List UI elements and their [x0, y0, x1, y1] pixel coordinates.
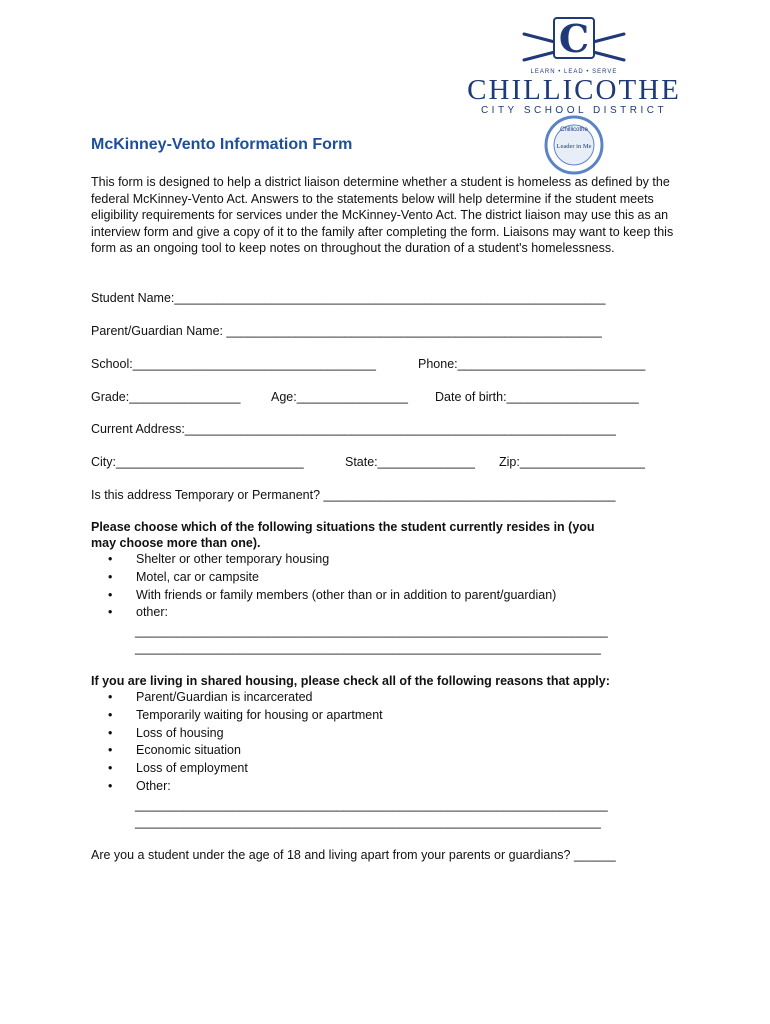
list-item[interactable]: • other:	[108, 604, 556, 622]
list-item[interactable]: • Other:	[108, 778, 383, 796]
list-item[interactable]: • Temporarily waiting for housing or apartment	[108, 707, 383, 725]
parent-name-field[interactable]: Parent/Guardian Name: ______________________________________________________	[91, 324, 602, 338]
zip-field[interactable]: Zip:__________________	[499, 455, 645, 469]
temp-perm-field[interactable]: Is this address Temporary or Permanent? __________________________________________	[91, 488, 616, 502]
list-item[interactable]: • With friends or family members (other than or in addition to parent/guardian)	[108, 587, 556, 605]
shared-housing-heading: If you are living in shared housing, please check all of the following reasons that apply:	[91, 674, 610, 688]
situations-other-line-1[interactable]: ____________________________________________________________________	[135, 624, 608, 638]
dob-field[interactable]: Date of birth:___________________	[435, 390, 639, 404]
logo-letter: C	[558, 16, 590, 61]
shared-other-line-1[interactable]: ____________________________________________________________________	[135, 798, 608, 812]
shared-other-line-2[interactable]: ___________________________________________________________________	[135, 815, 601, 829]
final-question-field[interactable]: Are you a student under the age of 18 and living apart from your parents or guardians? ______	[91, 848, 616, 862]
logo-subtitle: CITY SCHOOL DISTRICT	[480, 105, 668, 116]
leader-in-me-seal	[544, 115, 604, 175]
shared-housing-list	[108, 689, 383, 796]
current-address-field[interactable]: Current Address:______________________________________________________________	[91, 422, 616, 436]
logo-motto: LEARN • LEAD • SERVE	[530, 69, 618, 75]
list-item[interactable]: • Shelter or other temporary housing	[108, 551, 556, 569]
situations-other-line-2[interactable]: ___________________________________________________________________	[135, 641, 601, 655]
list-item[interactable]: • Loss of employment	[108, 760, 383, 778]
situations-list	[108, 551, 556, 622]
school-field[interactable]: School:___________________________________	[91, 357, 377, 371]
situations-heading-line1: Please choose which of the following situations the student currently resides in (you	[91, 520, 595, 534]
intro-paragraph: This form is designed to help a district liaison determine whether a student is homeless as defined by the federal McKinney-Vento Act. Answers to the statements below will help determine if the student meets eligibility requirements for services under the McKinney-Vento Act. The district liaison may use this as an interview form and give a copy of it to the family after completing the form. Liaisons may want to keep this form as an ongoing tool to keep notes on throughout the duration of a student's homelessness.	[91, 175, 674, 256]
form-title: McKinney-Vento Information Form	[91, 136, 353, 153]
list-item[interactable]: • Parent/Guardian is incarcerated	[108, 689, 383, 707]
seal-top-text: Chillicothe	[560, 127, 588, 133]
list-item[interactable]: • Loss of housing	[108, 725, 383, 743]
age-field[interactable]: Age:________________	[271, 390, 408, 404]
city-field[interactable]: City:___________________________	[91, 455, 304, 469]
phone-field[interactable]: Phone:___________________________	[418, 357, 646, 371]
situations-heading-line2: may choose more than one).	[91, 536, 261, 550]
seal-center-text: Leader in Me	[556, 143, 592, 150]
list-item[interactable]: • Motel, car or campsite	[108, 569, 556, 587]
state-field[interactable]: State:______________	[345, 455, 475, 469]
list-item[interactable]: • Economic situation	[108, 742, 383, 760]
logo-name: CHILLICOTHE	[467, 74, 681, 106]
grade-field[interactable]: Grade:________________	[91, 390, 241, 404]
student-name-field[interactable]: Student Name:______________________________________________________________	[91, 291, 606, 305]
